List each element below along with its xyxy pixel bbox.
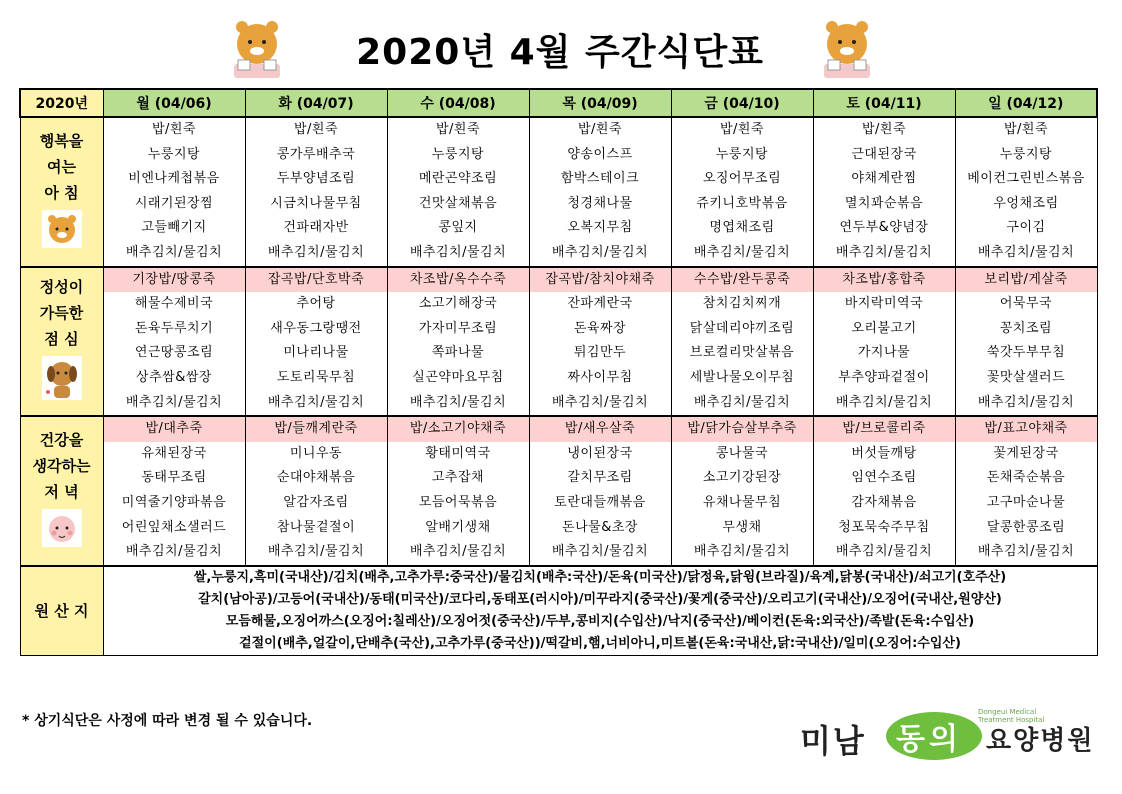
origin-line: 모듬해물,오징어까스(오징어:칠레산)/오징어젓(중국산)/두부,콩비지(수입산)/낙지(중국산)/베이컨(돈육:외국산)/족발(돈육:수입산) — [225, 613, 975, 629]
bear-mascot-icon — [228, 14, 286, 80]
meal-label-line: 점 심 — [44, 330, 79, 349]
menu-item: 배추김치/물김치 — [835, 394, 933, 410]
menu-item: 추어탕 — [296, 296, 336, 312]
meal-label-line: 아 침 — [44, 183, 79, 202]
meal-row — [20, 416, 1097, 566]
title-area — [0, 0, 1122, 88]
menu-item: 갈치무조림 — [567, 470, 633, 486]
menu-item: 구이김 — [1006, 220, 1046, 236]
menu-item-porridge: 밥/새우살죽 — [530, 417, 671, 442]
year-header: 2020년 — [20, 89, 103, 117]
menu-item: 배추김치/물김치 — [693, 244, 791, 260]
menu-item-porridge: 잡곡밥/참치야채죽 — [530, 268, 671, 293]
menu-item: 밥/흰죽 — [151, 122, 197, 137]
origin-line: 쌀,누룽지,흑미(국내산)/김치(배추,고추가루:중국산)/물김치(배추:국산)/돈육(미국산)/닭정육,닭윙(브라질)/육계,닭봉(국내산)/쇠고기(호주산) — [193, 569, 1007, 585]
menu-cell — [529, 267, 671, 417]
menu-item: 유채된장국 — [141, 445, 207, 461]
menu-item: 청경채나물 — [567, 195, 633, 211]
meal-label — [20, 267, 103, 417]
menu-item: 고구마순나물 — [986, 494, 1066, 510]
menu-item: 달콩한콩조림 — [986, 519, 1066, 535]
menu-item: 가자미무조림 — [418, 320, 498, 336]
meal-label-line: 여는 — [47, 157, 76, 176]
menu-item: 동태무조림 — [141, 470, 207, 486]
menu-item: 참치김치찌개 — [702, 296, 782, 312]
menu-item: 닭살데리야끼조림 — [689, 320, 795, 336]
hospital-logo — [800, 706, 1100, 766]
menu-item: 밥/흰죽 — [577, 122, 623, 137]
menu-item: 배추김치/물김치 — [551, 394, 649, 410]
menu-item: 양송이스프 — [567, 146, 633, 162]
menu-item: 배추김치/물김치 — [267, 394, 365, 410]
menu-item: 소고기해장국 — [418, 296, 498, 312]
menu-item: 콩가루배추국 — [276, 146, 356, 162]
menu-item: 배추김치/물김치 — [977, 244, 1075, 260]
menu-item: 새우동그랑땡전 — [270, 320, 362, 336]
menu-item: 건맛살채볶음 — [418, 195, 498, 211]
menu-item: 누룽지탕 — [147, 146, 201, 162]
logo-text-middle: 동의 — [896, 722, 962, 757]
menu-item-porridge: 밥/대추죽 — [104, 417, 245, 442]
menu-item: 시금치나물무침 — [270, 195, 362, 211]
menu-item: 튀김만두 — [573, 345, 627, 361]
menu-item: 도토리묵무침 — [276, 369, 356, 385]
menu-item: 돈육두루치기 — [134, 320, 214, 336]
menu-item: 누룽지탕 — [999, 146, 1053, 162]
menu-item: 누룽지탕 — [431, 146, 485, 162]
menu-item: 누룽지탕 — [715, 146, 769, 162]
menu-item: 배추김치/물김치 — [977, 544, 1075, 560]
menu-item: 꽁치조림 — [999, 320, 1053, 336]
menu-item: 배추김치/물김치 — [125, 394, 223, 410]
menu-item: 콩나물국 — [715, 445, 769, 461]
menu-item: 메란곤약조림 — [418, 171, 498, 187]
menu-item: 야채계란찜 — [851, 171, 917, 187]
meal-label-line: 정성이 — [39, 278, 84, 297]
menu-item: 배추김치/물김치 — [551, 244, 649, 260]
menu-item: 연두부&양념장 — [839, 220, 929, 236]
menu-cell — [813, 117, 955, 267]
menu-item-porridge: 보리밥/게살죽 — [956, 268, 1097, 293]
menu-item: 배추김치/물김치 — [125, 244, 223, 260]
meal-label-line: 저 녁 — [44, 482, 79, 501]
menu-cell — [245, 416, 387, 566]
peach-mascot-icon — [42, 509, 82, 555]
menu-item: 돈채죽순볶음 — [986, 470, 1066, 486]
menu-item: 배추김치/물김치 — [977, 394, 1075, 410]
menu-cell — [103, 416, 245, 566]
menu-item: 콩잎지 — [438, 220, 478, 236]
dog-mascot-icon — [42, 356, 82, 408]
menu-cell — [813, 416, 955, 566]
menu-item: 냉이된장국 — [567, 445, 633, 461]
meal-row — [20, 117, 1097, 267]
menu-item: 근대된장국 — [851, 146, 917, 162]
menu-item: 꽃게된장국 — [993, 445, 1059, 461]
day-header: 수 (04/08) — [387, 89, 529, 117]
bear-mascot-icon — [42, 210, 82, 256]
menu-item: 오징어무조림 — [702, 171, 782, 187]
origin-label: 원 산 지 — [20, 566, 103, 656]
origin-line: 갈치(남아공)/고등어(국내산)/동태(미국산)/코다리,동태포(러시아)/미꾸라지(중국산)/꽃게(중국산)/오리고기(국내산)/오징어(국내산,원양산) — [198, 591, 1002, 607]
menu-item: 해물수제비국 — [134, 296, 214, 312]
menu-item: 알감자조림 — [283, 494, 349, 510]
menu-cell — [387, 117, 529, 267]
menu-item: 배추김치/물김치 — [409, 244, 507, 260]
menu-cell — [955, 117, 1097, 267]
menu-item: 배추김치/물김치 — [551, 544, 649, 560]
menu-item: 밥/흰죽 — [861, 122, 907, 137]
menu-item: 밥/흰죽 — [435, 122, 481, 137]
menu-item: 밥/흰죽 — [1003, 122, 1049, 137]
menu-item: 소고기강된장 — [702, 470, 782, 486]
menu-item: 명엽채조림 — [709, 220, 775, 236]
menu-item: 가지나물 — [857, 345, 911, 361]
menu-cell — [245, 267, 387, 417]
day-header: 금 (04/10) — [671, 89, 813, 117]
meal-label-line: 행복을 — [39, 131, 84, 150]
menu-item-porridge: 차조밥/옥수수죽 — [388, 268, 529, 293]
menu-item: 고들빼기지 — [141, 220, 207, 236]
origin-info — [103, 566, 1097, 656]
menu-item: 배추김치/물김치 — [835, 244, 933, 260]
menu-item: 시래기된장찜 — [134, 195, 214, 211]
day-header: 토 (04/11) — [813, 89, 955, 117]
menu-item: 잔파계란국 — [567, 296, 633, 312]
menu-item: 무생채 — [722, 519, 762, 535]
menu-item: 미나리나물 — [283, 345, 349, 361]
meal-label-line: 생각하는 — [32, 456, 91, 475]
menu-item: 쪽파나물 — [431, 345, 485, 361]
menu-item: 건파래자반 — [283, 220, 349, 236]
menu-cell — [529, 117, 671, 267]
menu-item: 오리불고기 — [851, 320, 917, 336]
logo-subtitle: Dongeui Medical Treatment Hospital — [978, 708, 1045, 724]
logo-text-right: 요양병원 — [986, 726, 1095, 756]
menu-item: 오복지무침 — [567, 220, 633, 236]
menu-item: 임연수조림 — [851, 470, 917, 486]
menu-item: 배추김치/물김치 — [125, 544, 223, 560]
menu-item: 두부양념조림 — [276, 171, 356, 187]
menu-cell — [671, 416, 813, 566]
menu-item-porridge: 밥/닭가슴살부추죽 — [672, 417, 813, 442]
menu-item: 브로컬리맛살볶음 — [689, 345, 795, 361]
menu-cell — [671, 117, 813, 267]
menu-item: 어린잎채소샐러드 — [121, 519, 227, 535]
menu-item-porridge: 차조밥/홍합죽 — [814, 268, 955, 293]
menu-item: 배추김치/물김치 — [693, 394, 791, 410]
menu-cell — [813, 267, 955, 417]
notice-text: * 상기식단은 사정에 따라 변경 될 수 있습니다. — [22, 713, 313, 729]
menu-item: 배추김치/물김치 — [409, 544, 507, 560]
menu-item: 버섯들깨탕 — [851, 445, 917, 461]
menu-item: 돈나물&초장 — [562, 519, 638, 535]
menu-item: 청포묵숙주무침 — [838, 519, 930, 535]
menu-item: 모듬어묵볶음 — [418, 494, 498, 510]
menu-item: 상추쌈&쌈장 — [136, 369, 212, 385]
menu-cell — [387, 267, 529, 417]
logo-text-left: 미남 — [800, 722, 866, 760]
menu-item: 비엔나케첩볶음 — [128, 171, 220, 187]
menu-item: 알배기생채 — [425, 519, 491, 535]
menu-item: 실곤약마요무침 — [412, 369, 504, 385]
meal-row — [20, 267, 1097, 417]
header-row — [20, 89, 1097, 117]
menu-item: 바지락미역국 — [844, 296, 924, 312]
meal-label-line: 건강을 — [39, 430, 84, 449]
menu-item: 짜사이무침 — [567, 369, 633, 385]
menu-item: 어묵무국 — [999, 296, 1053, 312]
menu-cell — [387, 416, 529, 566]
menu-item: 연근땅콩조림 — [134, 345, 214, 361]
menu-item: 배추김치/물김치 — [409, 394, 507, 410]
menu-item: 꽃맛살샐러드 — [986, 369, 1066, 385]
menu-item: 세발나물오이무침 — [689, 369, 795, 385]
menu-item-porridge: 기장밥/땅콩죽 — [104, 268, 245, 293]
menu-cell — [529, 416, 671, 566]
day-header: 일 (04/12) — [955, 89, 1097, 117]
menu-item: 참나물겉절이 — [276, 519, 356, 535]
menu-item: 유채나물무침 — [702, 494, 782, 510]
menu-item: 부추양파겉절이 — [838, 369, 930, 385]
menu-cell — [671, 267, 813, 417]
menu-item: 배추김치/물김치 — [267, 544, 365, 560]
origin-line: 겉절이(배추,얼갈이,단배추(국산),고추가루(중국산))/떡갈비,햄,너비아니,미트볼(돈육:국내산,닭:국내산)/일미(오징어:수입산) — [239, 635, 961, 651]
menu-item: 배추김치/물김치 — [835, 544, 933, 560]
menu-item-porridge: 밥/소고기야채죽 — [388, 417, 529, 442]
menu-item: 황태미역국 — [425, 445, 491, 461]
menu-item-porridge: 밥/브로콜리죽 — [814, 417, 955, 442]
menu-item: 토란대들깨볶음 — [554, 494, 646, 510]
meal-label — [20, 117, 103, 267]
day-header: 월 (04/06) — [103, 89, 245, 117]
menu-item-porridge: 잡곡밥/단호박죽 — [246, 268, 387, 293]
meal-label-line: 가득한 — [39, 304, 84, 323]
menu-item: 배추김치/물김치 — [693, 544, 791, 560]
origin-row — [20, 566, 1097, 656]
page-title: 2020년 4월 주간식단표 — [356, 32, 764, 73]
menu-item: 감자채볶음 — [851, 494, 917, 510]
menu-item: 함박스테이크 — [560, 171, 640, 187]
menu-item: 쑥갓두부무침 — [986, 345, 1066, 361]
menu-item: 베이컨그린빈스볶음 — [967, 171, 1085, 187]
menu-cell — [245, 117, 387, 267]
menu-cell — [103, 117, 245, 267]
menu-item-porridge: 밥/표고야채죽 — [956, 417, 1097, 442]
meal-label — [20, 416, 103, 566]
menu-item-porridge: 밥/들깨계란죽 — [246, 417, 387, 442]
menu-item: 밥/흰죽 — [293, 122, 339, 137]
menu-item: 멸치꽈순볶음 — [844, 195, 924, 211]
menu-cell — [103, 267, 245, 417]
menu-item: 우엉채조림 — [993, 195, 1059, 211]
menu-item: 쥬키니호박볶음 — [696, 195, 788, 211]
menu-cell — [955, 416, 1097, 566]
bear-mascot-icon — [818, 14, 876, 80]
menu-item: 미니우동 — [289, 445, 343, 461]
day-header: 화 (04/07) — [245, 89, 387, 117]
menu-item: 밥/흰죽 — [719, 122, 765, 137]
menu-item: 고추잡채 — [431, 470, 485, 486]
menu-item: 미역줄기양파볶음 — [121, 494, 227, 510]
menu-item: 배추김치/물김치 — [267, 244, 365, 260]
menu-item-porridge: 수수밥/완두콩죽 — [672, 268, 813, 293]
menu-item: 돈육짜장 — [573, 320, 627, 336]
menu-table — [19, 88, 1098, 656]
menu-cell — [955, 267, 1097, 417]
menu-item: 순대야채볶음 — [276, 470, 356, 486]
day-header: 목 (04/09) — [529, 89, 671, 117]
